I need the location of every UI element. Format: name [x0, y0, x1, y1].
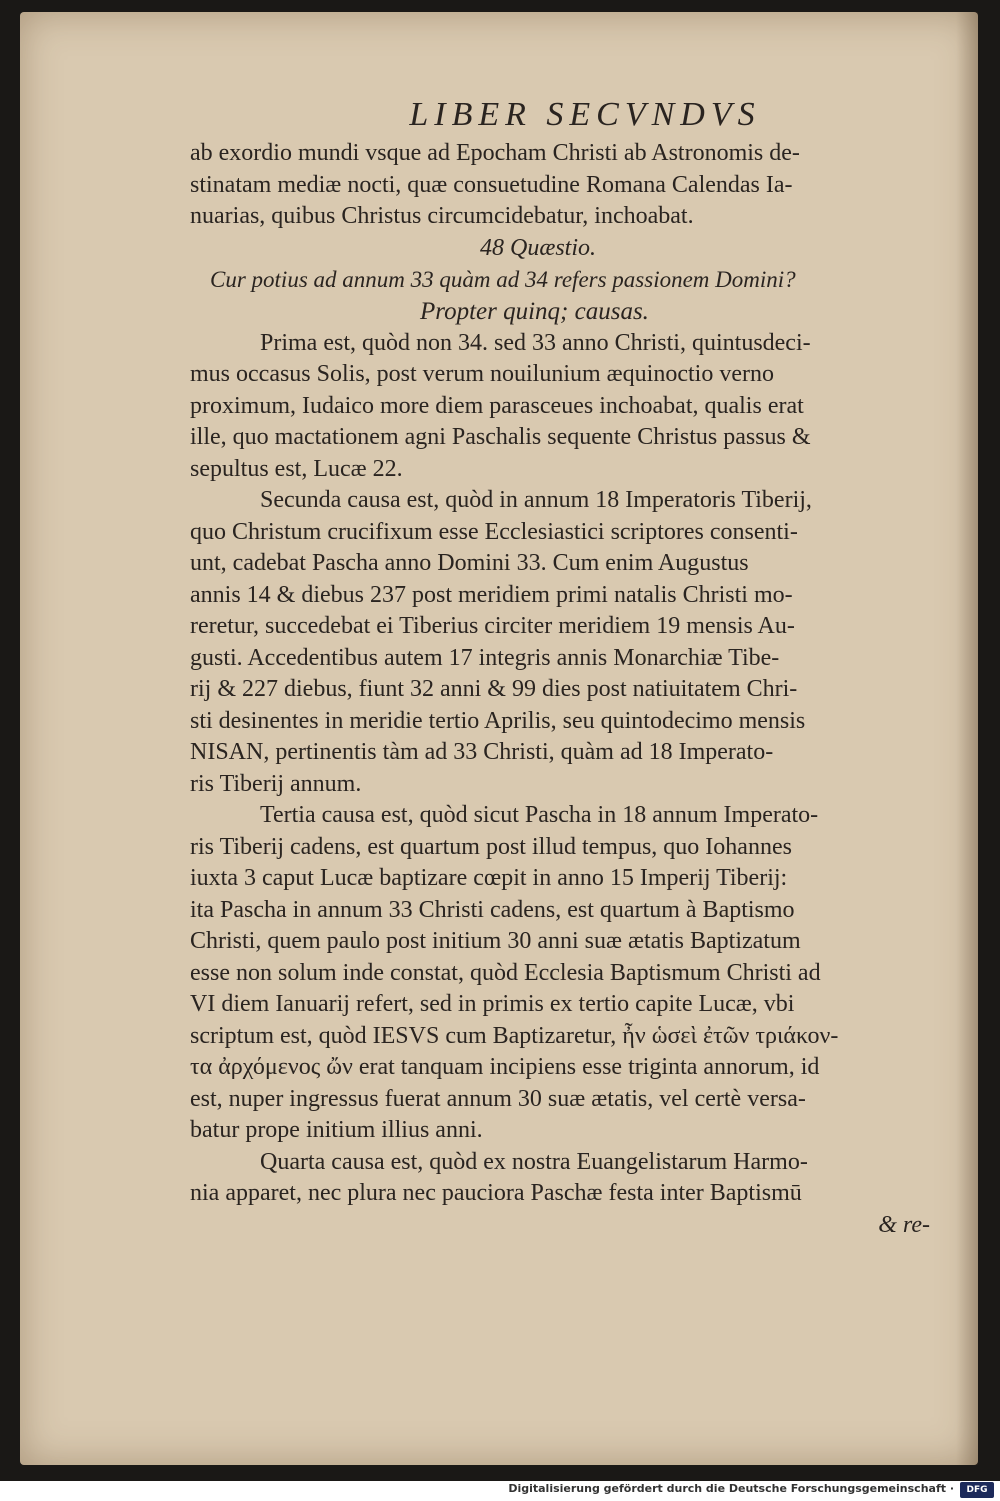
- text-line: rij & 227 diebus, fiunt 32 anni & 99 dies post natiuitatem Chri-: [190, 676, 798, 702]
- text-line: gusti. Accedentibus autem 17 integris annis Monarchiæ Tibe-: [190, 644, 780, 671]
- text-line: scriptum est, quòd IESVS cum Baptizaretur, ἦν ὡσεὶ ἐτῶν τριάκον-: [190, 1022, 839, 1049]
- text-line: ab exordio mundi vsque ad Epocham Christi ab Astronomis de-: [190, 140, 800, 166]
- text-line: ris Tiberij annum.: [190, 770, 362, 797]
- text-line: ita Pascha in annum 33 Christi cadens, est quartum à Baptismo: [190, 896, 795, 923]
- paragraph-prima: [190, 328, 960, 486]
- text-line: Tertia causa est, quòd sicut Pascha in 18 annum Imperato-: [260, 802, 819, 828]
- text-line: annis 14 & diebus 237 post meridiem primi natalis Christi mo-: [190, 581, 793, 608]
- text-line: esse non solum inde constat, quòd Ecclesia Baptismum Christi ad: [190, 959, 821, 986]
- intro-paragraph: [190, 138, 960, 233]
- footer-credit: Digitalisierung gefördert durch die Deutsche Forschungsgemeinschaft ·: [508, 1482, 954, 1495]
- text-line: Quarta causa est, quòd ex nostra Euangelistarum Harmo-: [260, 1148, 808, 1175]
- text-line: mus occasus Solis, post verum nouilunium æquinoctio verno: [190, 361, 774, 387]
- text-line: iuxta 3 caput Lucæ baptizare cœpit in anno 15 Imperij Tiberij:: [190, 865, 788, 891]
- text-line: proximum, Iudaico more diem parasceues inchoabat, qualis erat: [190, 392, 804, 419]
- text-line: reretur, succedebat ei Tiberius circiter meridiem 19 mensis Au-: [190, 613, 795, 639]
- text-line: τα ἀρχόμενος ὤν erat tanquam incipiens esse triginta annorum, id: [190, 1054, 820, 1080]
- text-line: est, nuper ingressus fuerat annum 30 suæ ætatis, vel certè versa-: [190, 1085, 806, 1112]
- text-line: stinatam mediæ nocti, quæ consuetudine Romana Calendas Ia-: [190, 171, 793, 198]
- text-line: Christi, quem paulo post initium 30 anni suæ ætatis Baptizatum: [190, 928, 801, 954]
- text-line: sepultus est, Lucæ 22.: [190, 455, 403, 482]
- dfg-logo: DFG: [960, 1482, 994, 1498]
- text-line: Prima est, quòd non 34. sed 33 anno Christi, quintusdeci-: [260, 329, 811, 356]
- text-line: NISAN, pertinentis tàm ad 33 Christi, quàm ad 18 Imperato-: [190, 739, 774, 765]
- text-line: ille, quo mactationem agni Paschalis sequente Christus passus &: [190, 424, 811, 450]
- text-line: quo Christum crucifixum esse Ecclesiastici scriptores consenti-: [190, 518, 798, 545]
- text-line: ris Tiberij cadens, est quartum post illud tempus, quo Iohannes: [190, 833, 792, 860]
- question-number: 48 Quæstio.: [480, 234, 597, 261]
- catchword: & re-: [878, 1211, 930, 1238]
- paragraph-tertia: [190, 800, 960, 1147]
- running-head: LIBER SECVNDVS: [409, 96, 761, 133]
- question-subtitle: Propter quinq; causas.: [420, 297, 649, 325]
- text-line: unt, cadebat Pascha anno Domini 33. Cum enim Augustus: [190, 550, 749, 576]
- paragraph-quarta: [190, 1147, 960, 1210]
- page-text-block: [190, 96, 960, 1241]
- text-line: Secunda causa est, quòd in annum 18 Imperatoris Tiberij,: [260, 487, 812, 513]
- paragraph-secunda: [190, 485, 960, 800]
- text-line: VI diem Ianuarij refert, sed in primis ex tertio capite Lucæ, vbi: [190, 991, 795, 1017]
- text-line: sti desinentes in meridie tertio Aprilis, seu quintodecimo mensis: [190, 707, 806, 734]
- text-line: nuarias, quibus Christus circumcidebatur, inchoabat.: [190, 203, 694, 229]
- text-line: batur prope initium illius anni.: [190, 1117, 483, 1143]
- question-title: Cur potius ad annum 33 quàm ad 34 refers passionem Domini?: [210, 266, 796, 292]
- text-line: nia apparet, nec plura nec pauciora Paschæ festa inter Baptismū: [190, 1180, 802, 1206]
